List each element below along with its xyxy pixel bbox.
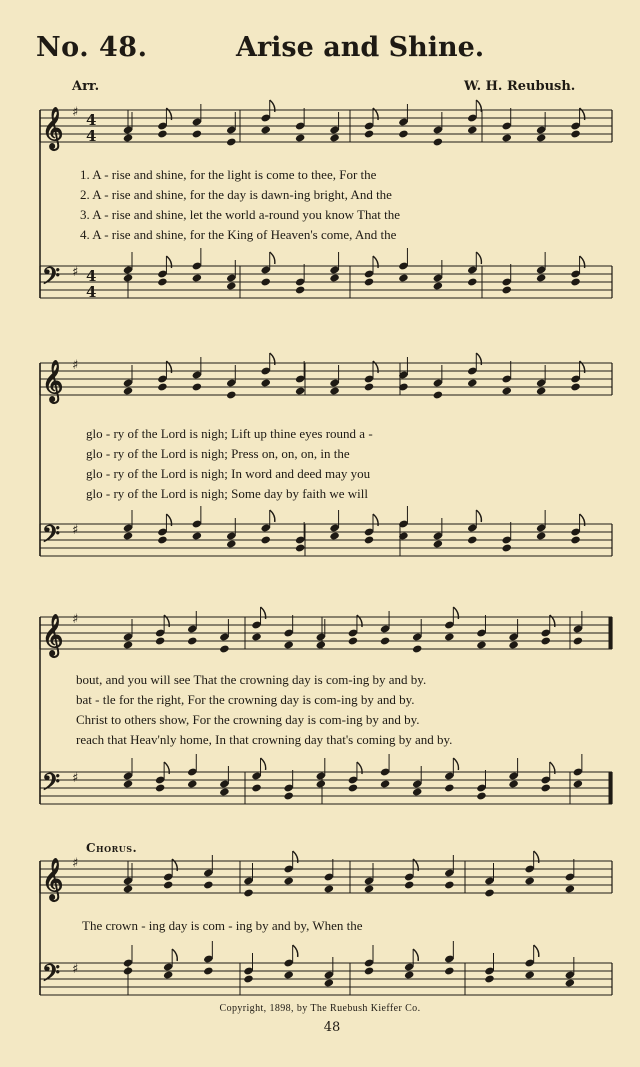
note-head-icon <box>203 966 213 975</box>
note-head-icon <box>283 791 293 800</box>
note-head-icon <box>444 783 454 792</box>
page-number: 48 <box>323 1020 341 1035</box>
note-head-icon <box>260 378 270 387</box>
lyric-line: reach that Heav'nly home, In that crowning day that's coming by and by. <box>76 732 453 747</box>
lyric-line: glo - ry of the Lord is nigh; Press on, on, on, in the <box>86 446 350 461</box>
note-flag-icon <box>293 945 298 957</box>
key-sharp-icon: ♯ <box>72 856 79 871</box>
note-head-icon <box>187 779 197 788</box>
note-head-icon <box>260 277 270 286</box>
note-head-icon <box>398 129 408 138</box>
note-head-icon <box>444 880 454 889</box>
note-head-icon <box>476 640 486 649</box>
note-head-icon <box>412 787 422 796</box>
note-head-icon <box>467 125 477 134</box>
chorus-label: Chorus. <box>86 841 138 855</box>
note-head-icon <box>508 640 518 649</box>
time-signature-icon: 4 <box>86 127 97 145</box>
lyric-line: glo - ry of the Lord is nigh; In word and deed may you <box>86 466 371 481</box>
treble-clef-icon: 𝄞 <box>42 614 64 656</box>
note-flag-icon <box>453 758 458 770</box>
note-head-icon <box>364 966 374 975</box>
note-head-icon <box>192 273 202 282</box>
key-sharp-icon: ♯ <box>72 358 79 373</box>
note-head-icon <box>570 535 580 544</box>
note-head-icon <box>187 636 197 645</box>
note-head-icon <box>573 636 583 645</box>
note-head-icon <box>433 539 443 548</box>
note-head-icon <box>565 884 575 893</box>
note-head-icon <box>226 390 236 399</box>
note-head-icon <box>467 535 477 544</box>
note-head-icon <box>380 636 390 645</box>
note-head-icon <box>501 386 511 395</box>
note-head-icon <box>467 277 477 286</box>
note-head-icon <box>501 133 511 142</box>
arranger-credit: Arr. <box>72 79 100 94</box>
note-head-icon <box>348 636 358 645</box>
note-head-icon <box>123 966 133 975</box>
note-head-icon <box>541 636 551 645</box>
note-head-icon <box>570 277 580 286</box>
note-head-icon <box>536 273 546 282</box>
treble-clef-icon: 𝄞 <box>42 360 64 402</box>
key-sharp-icon: ♯ <box>72 962 79 977</box>
note-head-icon <box>364 884 374 893</box>
note-head-icon <box>226 137 236 146</box>
hymn-title: Arise and Shine. <box>236 32 485 63</box>
key-sharp-icon: ♯ <box>72 771 79 786</box>
note-head-icon <box>260 535 270 544</box>
note-head-icon <box>157 382 167 391</box>
note-head-icon <box>283 876 293 885</box>
note-head-icon <box>329 133 339 142</box>
lyric-line: bat - tle for the right, For the crowning day is com-ing by and by. <box>76 692 415 707</box>
treble-clef-icon: 𝄞 <box>42 107 64 149</box>
note-head-icon <box>226 281 236 290</box>
note-head-icon <box>364 277 374 286</box>
note-head-icon <box>192 129 202 138</box>
note-head-icon <box>565 978 575 987</box>
note-head-icon <box>283 970 293 979</box>
key-sharp-icon: ♯ <box>72 612 79 627</box>
note-head-icon <box>316 640 326 649</box>
copyright-notice: Copyright, 1898, by The Ruebush Kieffer Co. <box>219 1003 421 1014</box>
note-head-icon <box>192 382 202 391</box>
lyric-line: The crown - ing day is com - ing by and by, When the <box>82 918 363 933</box>
note-head-icon <box>155 783 165 792</box>
note-head-icon <box>404 970 414 979</box>
note-head-icon <box>123 386 133 395</box>
note-head-icon <box>123 273 133 282</box>
note-head-icon <box>524 970 534 979</box>
note-head-icon <box>192 531 202 540</box>
note-head-icon <box>536 531 546 540</box>
key-sharp-icon: ♯ <box>72 265 79 280</box>
note-head-icon <box>364 382 374 391</box>
note-head-icon <box>251 632 261 641</box>
time-signature-icon: 4 <box>86 267 97 285</box>
bass-clef-icon: 𝄢 <box>42 959 61 992</box>
note-head-icon <box>324 884 334 893</box>
note-head-icon <box>324 978 334 987</box>
note-head-icon <box>157 277 167 286</box>
note-head-icon <box>295 386 305 395</box>
note-head-icon <box>123 779 133 788</box>
note-head-icon <box>295 543 305 552</box>
note-head-icon <box>243 974 253 983</box>
note-head-icon <box>260 125 270 134</box>
note-head-icon <box>163 880 173 889</box>
note-head-icon <box>123 640 133 649</box>
note-head-icon <box>573 779 583 788</box>
note-head-icon <box>364 129 374 138</box>
note-head-icon <box>444 966 454 975</box>
bass-clef-icon: 𝄢 <box>42 768 61 801</box>
note-head-icon <box>163 970 173 979</box>
time-signature-icon: 4 <box>86 111 97 129</box>
note-flag-icon <box>413 949 418 961</box>
note-head-icon <box>251 783 261 792</box>
note-flag-icon <box>270 252 275 264</box>
key-sharp-icon: ♯ <box>72 105 79 120</box>
key-sharp-icon: ♯ <box>72 523 79 538</box>
lyric-line: 4. A - rise and shine, for the King of Heaven's come, And the <box>80 227 397 242</box>
note-head-icon <box>467 378 477 387</box>
note-head-icon <box>123 133 133 142</box>
note-head-icon <box>398 273 408 282</box>
composer-credit: W. H. Reubush. <box>464 79 576 94</box>
lyric-line: Christ to others show, For the crowning day is com-ing by and by. <box>76 712 420 727</box>
note-head-icon <box>157 129 167 138</box>
time-signature-icon: 4 <box>86 283 97 301</box>
note-head-icon <box>412 644 422 653</box>
lyric-line: 1. A - rise and shine, for the light is come to thee, For the <box>80 167 377 182</box>
note-flag-icon <box>172 949 177 961</box>
note-head-icon <box>295 285 305 294</box>
note-head-icon <box>433 390 443 399</box>
note-head-icon <box>316 779 326 788</box>
note-flag-icon <box>270 510 275 522</box>
bass-clef-icon: 𝄢 <box>42 520 61 553</box>
note-head-icon <box>283 640 293 649</box>
note-head-icon <box>157 535 167 544</box>
note-head-icon <box>155 636 165 645</box>
note-head-icon <box>226 539 236 548</box>
note-flag-icon <box>476 252 481 264</box>
note-head-icon <box>380 779 390 788</box>
note-head-icon <box>329 273 339 282</box>
note-head-icon <box>444 632 454 641</box>
note-head-icon <box>476 791 486 800</box>
note-head-icon <box>123 531 133 540</box>
note-head-icon <box>508 779 518 788</box>
lyric-line: 3. A - rise and shine, let the world a-round you know That the <box>80 207 401 222</box>
note-head-icon <box>364 535 374 544</box>
note-head-icon <box>329 531 339 540</box>
note-head-icon <box>433 137 443 146</box>
lyric-line: glo - ry of the Lord is nigh; Some day by faith we will <box>86 486 368 501</box>
note-head-icon <box>501 543 511 552</box>
note-head-icon <box>433 281 443 290</box>
lyric-line: bout, and you will see That the crowning day is com-ing by and by. <box>76 672 427 687</box>
note-head-icon <box>536 386 546 395</box>
note-head-icon <box>329 386 339 395</box>
note-head-icon <box>484 888 494 897</box>
note-head-icon <box>570 382 580 391</box>
note-head-icon <box>243 888 253 897</box>
note-head-icon <box>484 974 494 983</box>
lyric-line: 2. A - rise and shine, for the day is dawn-ing bright, And the <box>80 187 392 202</box>
hymn-number: No. 48. <box>36 32 148 63</box>
note-head-icon <box>219 644 229 653</box>
note-head-icon <box>348 783 358 792</box>
note-head-icon <box>536 133 546 142</box>
note-head-icon <box>404 880 414 889</box>
note-head-icon <box>295 133 305 142</box>
note-head-icon <box>203 880 213 889</box>
note-head-icon <box>524 876 534 885</box>
bass-clef-icon: 𝄢 <box>42 262 61 295</box>
note-head-icon <box>219 787 229 796</box>
note-head-icon <box>123 884 133 893</box>
treble-clef-icon: 𝄞 <box>42 858 64 900</box>
note-head-icon <box>501 285 511 294</box>
note-flag-icon <box>534 945 539 957</box>
note-head-icon <box>541 783 551 792</box>
note-flag-icon <box>261 758 266 770</box>
note-flag-icon <box>476 510 481 522</box>
note-head-icon <box>570 129 580 138</box>
lyric-line: glo - ry of the Lord is nigh; Lift up thine eyes round a - <box>86 426 373 441</box>
